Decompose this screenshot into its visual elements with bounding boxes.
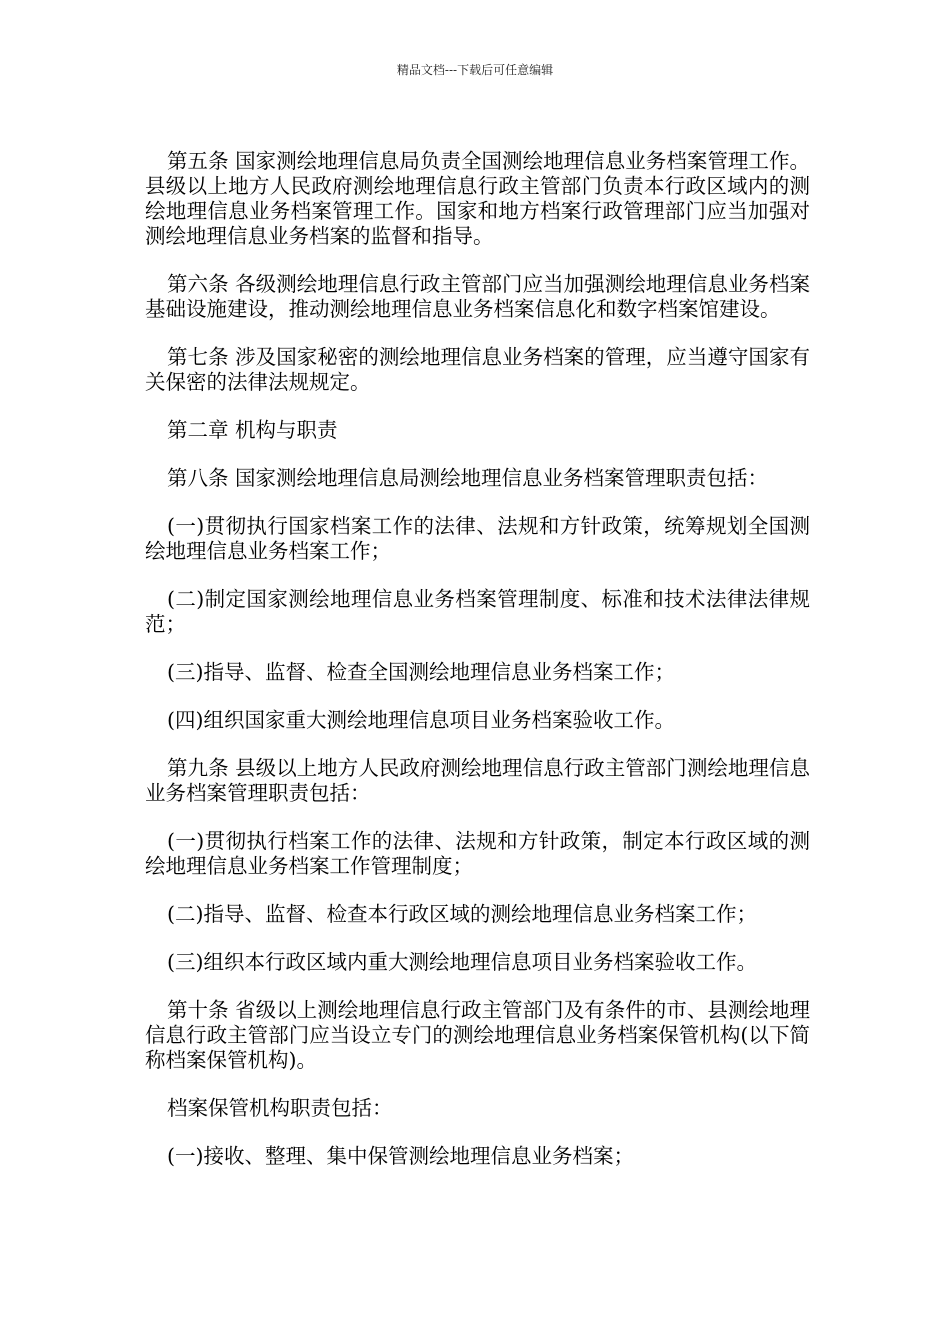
chapter-2-heading: 第二章 机构与职责 <box>167 418 338 442</box>
article-7-paragraph: 第七条 涉及国家秘密的测绘地理信息业务档案的管理，应当遵守国家有关保密的法律法规规定。 <box>145 345 810 394</box>
article-8-item-4: (四)组织国家重大测绘地理信息项目业务档案验收工作。 <box>167 708 675 732</box>
document-body <box>145 149 810 1192</box>
article-5-paragraph: 第五条 国家测绘地理信息局负责全国测绘地理信息业务档案管理工作。县级以上地方人民政府测绘地理信息行政主管部门负责本行政区域内的测绘地理信息业务档案管理工作。国家和地方档案行政管理部门应当加强对测绘地理信息业务档案的监督和指导。 <box>145 149 810 248</box>
article-8-item-2: (二)制定国家测绘地理信息业务档案管理制度、标准和技术法律法律规范； <box>145 587 810 636</box>
article-6-paragraph: 第六条 各级测绘地理信息行政主管部门应当加强测绘地理信息业务档案基础设施建设，推动测绘地理信息业务档案信息化和数字档案馆建设。 <box>145 272 810 321</box>
page-header: 精品文档---下载后可任意编辑 <box>396 63 554 77</box>
archive-duties-intro: 档案保管机构职责包括： <box>167 1096 393 1120</box>
archive-duties-item-1: (一)接收、整理、集中保管测绘地理信息业务档案； <box>167 1144 634 1168</box>
article-9-item-1: (一)贯彻执行档案工作的法律、法规和方针政策，制定本行政区域的测绘地理信息业务档案工作管理制度； <box>145 829 810 878</box>
article-10-paragraph: 第十条 省级以上测绘地理信息行政主管部门及有条件的市、县测绘地理信息行政主管部门应当设立专门的测绘地理信息业务档案保管机构(以下简称档案保管机构)。 <box>145 998 810 1072</box>
article-8-paragraph: 第八条 国家测绘地理信息局测绘地理信息业务档案管理职责包括： <box>167 466 769 490</box>
article-9-paragraph: 第九条 县级以上地方人民政府测绘地理信息行政主管部门测绘地理信息业务档案管理职责包括： <box>145 756 810 805</box>
article-9-item-3: (三)组织本行政区域内重大测绘地理信息项目业务档案验收工作。 <box>167 950 757 974</box>
article-9-item-2: (二)指导、监督、检查本行政区域的测绘地理信息业务档案工作； <box>167 902 757 926</box>
article-8-item-3: (三)指导、监督、检查全国测绘地理信息业务档案工作； <box>167 660 675 684</box>
article-8-item-1: (一)贯彻执行国家档案工作的法律、法规和方针政策，统筹规划全国测绘地理信息业务档案工作； <box>145 514 810 563</box>
